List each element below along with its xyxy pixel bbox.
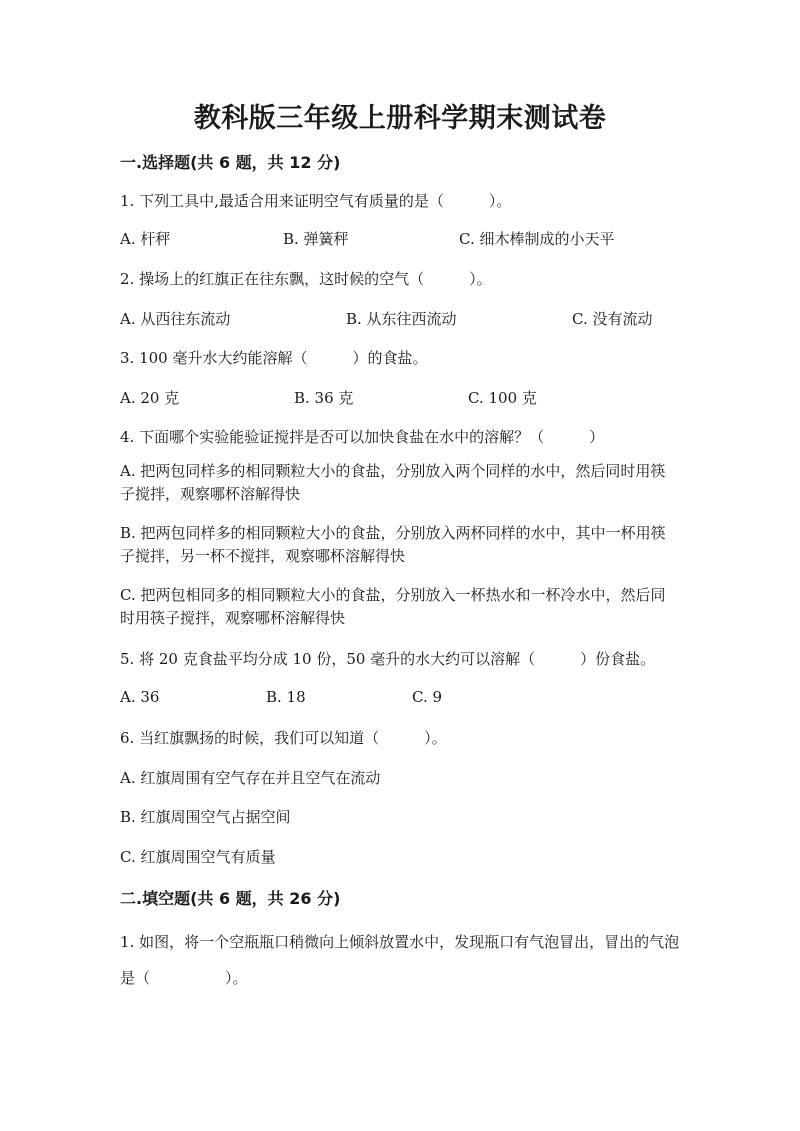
section-heading-choice: 一.选择题(共 6 题，共 12 分) [120, 153, 341, 172]
question-1-text: 1. 下列工具中,最适合用来证明空气有质量的是（ ）。 [120, 192, 512, 210]
question-5-option-a: A. 36 [120, 688, 160, 706]
question-2-option-b: B. 从东往西流动 [346, 310, 457, 328]
question-6-option-a: A. 红旗周围有空气存在并且空气在流动 [120, 769, 381, 787]
question-3-option-c: C. 100 克 [468, 389, 537, 407]
question-3-text: 3. 100 毫升水大约能溶解（ ）的食盐。 [120, 349, 428, 367]
question-4-text: 4. 下面哪个实验能验证搅拌是否可以加快食盐在水中的溶解？（ ） [120, 428, 605, 446]
question-4-option-c: C. 把两包相同多的相同颗粒大小的食盐，分别放入一杯热水和一杯冷水中，然后同时用筷子搅拌，观察哪杯溶解得快 [120, 586, 666, 627]
question-4-option-b: B. 把两包同样多的相同颗粒大小的食盐，分别放入两杯同样的水中，其中一杯用筷子搅拌，另一杯不搅拌，观察哪杯溶解得快 [120, 524, 666, 565]
question-3-option-b: B. 36 克 [294, 389, 354, 407]
question-6-option-c: C. 红旗周围空气有质量 [120, 848, 276, 866]
question-2-text: 2. 操场上的红旗正在往东飘，这时候的空气（ ）。 [120, 270, 492, 288]
question-4-option-a: A. 把两包同样多的相同颗粒大小的食盐，分别放入两个同样的水中，然后同时用筷子搅拌，观察哪杯溶解得快 [120, 462, 666, 503]
question-1-option-c: C. 细木棒制成的小天平 [459, 230, 615, 248]
question-1-option-a: A. 杆秤 [120, 230, 171, 248]
page-title: 教科版三年级上册科学期末测试卷 [193, 103, 607, 134]
question-5-option-b: B. 18 [266, 688, 306, 706]
question-5-option-c: C. 9 [412, 688, 443, 706]
question-3-option-a: A. 20 克 [120, 389, 180, 407]
question-5-text: 5. 将 20 克食盐平均分成 10 份，50 毫升的水大约可以溶解（ ）份食盐。 [120, 650, 656, 668]
section-heading-fill: 二.填空题(共 6 题，共 26 分) [120, 889, 341, 908]
question-6-text: 6. 当红旗飘扬的时候，我们可以知道（ ）。 [120, 729, 447, 747]
question-2-option-a: A. 从西往东流动 [120, 310, 231, 328]
question-6-option-b: B. 红旗周围空气占据空间 [120, 808, 291, 826]
question-2-option-c: C. 没有流动 [572, 310, 653, 328]
fill-question-1-text: 1. 如图，将一个空瓶瓶口稍微向上倾斜放置水中，发现瓶口有气泡冒出，冒出的气泡是（ ）。 [120, 933, 680, 987]
question-1-option-b: B. 弹簧秤 [283, 230, 349, 248]
